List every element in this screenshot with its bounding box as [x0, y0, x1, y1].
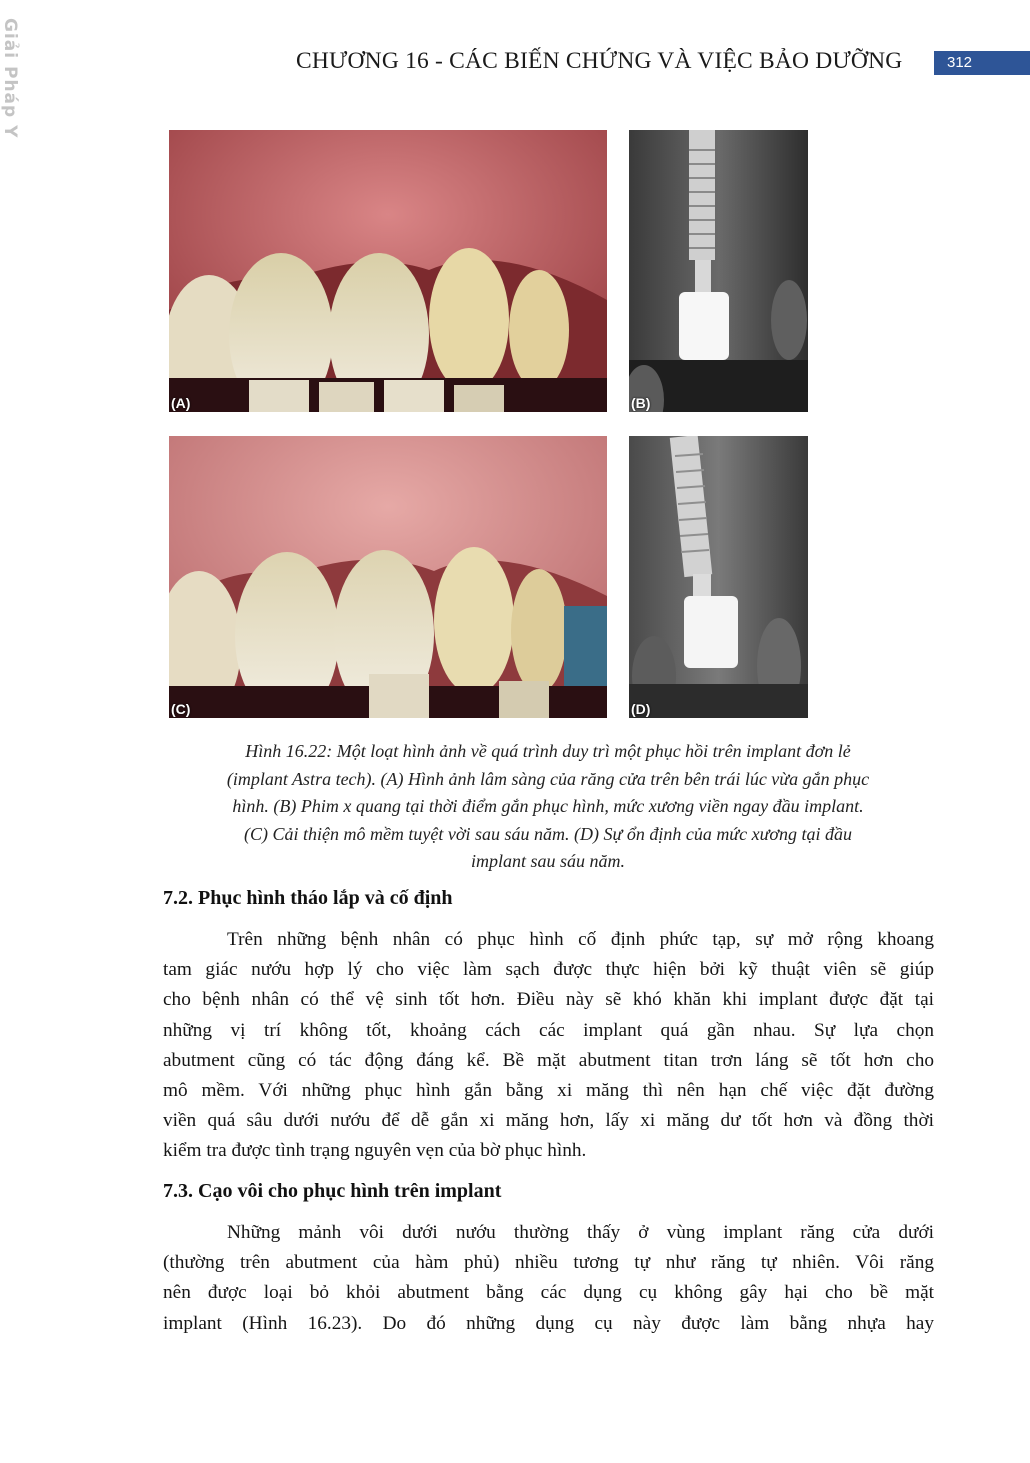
figure-panel-b [629, 130, 808, 412]
xray-image-b [629, 130, 808, 412]
caption-line: Hình 16.22: Một loạt hình ảnh về quá trình duy trì một phục hồi trên implant đơn lẻ [245, 741, 851, 761]
page-number-badge: 312 [934, 51, 1030, 75]
panel-label-c: (C) [171, 701, 191, 717]
caption-line: (implant Astra tech). (A) Hình ảnh lâm sàng của răng cửa trên bên trái lúc vừa gắn phục [226, 768, 870, 789]
paragraph-line: Những mảnh vôi dưới nướu thường thấy ở vùng implant răng cửa dưới [227, 1222, 934, 1243]
section-7-2-paragraph [163, 925, 934, 1167]
figure-panel-d [629, 436, 808, 718]
caption-line: implant sau sáu năm. [470, 851, 625, 871]
paragraph-line: implant (Hình 16.23). Do đó những dụng cụ này được làm bằng nhựa hay [163, 1312, 934, 1334]
xray-image-d [629, 436, 808, 718]
clinical-photo-c [169, 436, 607, 718]
figure-panel-c [169, 436, 607, 718]
paragraph-line: (thường trên abutment của hàm phủ) nhiều tương tự như răng tự nhiên. Vôi răng [163, 1252, 934, 1274]
paragraph-line: abutment cũng có tác động đáng kể. Bề mặt abutment titan trơn láng sẽ tốt hơn cho [163, 1049, 934, 1071]
caption-line: (C) Cải thiện mô mềm tuyệt vời sau sáu năm. (D) Sự ổn định của mức xương tại đầu [243, 823, 853, 844]
section-7-3-paragraph [163, 1218, 934, 1339]
paragraph-line: tam giác nướu hợp lý cho việc làm sạch được thực hiện bởi kỹ thuật viên sẽ giúp [163, 959, 934, 981]
section-heading-7-3: 7.3. Cạo vôi cho phục hình trên implant [163, 1180, 502, 1202]
panel-label-a: (A) [171, 395, 191, 411]
paragraph-line: nên được loại bỏ khỏi abutment bằng các dụng cụ không gây hại cho bề mặt [163, 1282, 934, 1304]
section-heading-7-2: 7.2. Phục hình tháo lắp và cố định [163, 887, 453, 909]
paragraph-line: cho bệnh nhân có thể vệ sinh tốt hơn. Điều này sẽ khó khăn khi implant được đặt tại [163, 989, 934, 1011]
figure-caption [160, 738, 936, 876]
paragraph-line: Trên những bệnh nhân có phục hình cố định phức tạp, sự mở rộng khoang [227, 929, 934, 950]
clinical-photo-a [169, 130, 607, 412]
paragraph-line: kiểm tra được tình trạng nguyên vẹn của bờ phục hình. [163, 1140, 587, 1162]
paragraph-line: mô mềm. Với những phục hình gắn bằng xi măng thì nên hạn chế việc đặt đường [163, 1080, 934, 1102]
panel-label-b: (B) [631, 395, 651, 411]
caption-line: hình. (B) Phim x quang tại thời điểm gắn phục hình, mức xương viền ngay đầu implant. [232, 796, 864, 816]
figure-panel-a [169, 130, 607, 412]
watermark: Giải Pháp Y [0, 18, 20, 139]
paragraph-line: những vị trí không tốt, khoảng cách các implant quá gần nhau. Sự lựa chọn [163, 1019, 934, 1041]
paragraph-line: viền quá sâu dưới nướu để dễ gắn xi măng hơn, lấy xi măng dư tốt hơn và đồng thời [163, 1110, 934, 1132]
chapter-title: CHƯƠNG 16 - CÁC BIẾN CHỨNG VÀ VIỆC BẢO DƯỠNG [296, 48, 903, 74]
panel-label-d: (D) [631, 701, 651, 717]
